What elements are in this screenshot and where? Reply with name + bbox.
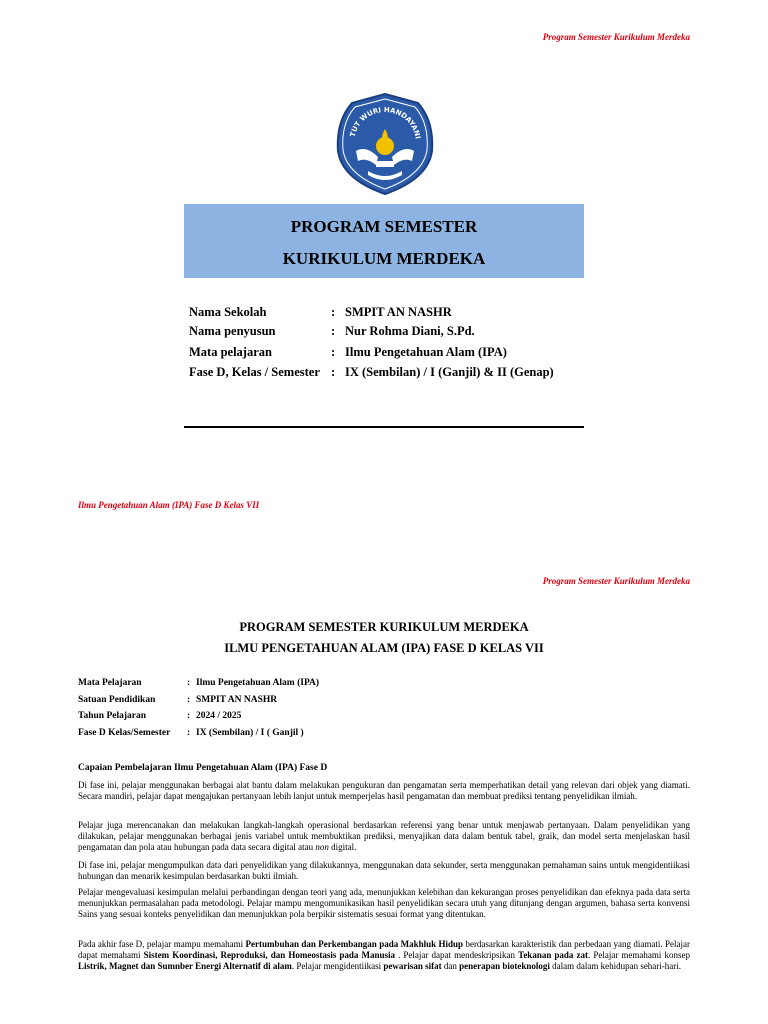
paragraph-5-bold-term: Sistem Koordinasi, Reproduksi, dan Homeostasis pada Manusia — [143, 950, 396, 960]
paragraph-5-text: dalam dalam kehidupan sehari-hari. — [549, 961, 682, 971]
paragraph-5-bold-term: Listrik, Magnet dan Sumnber Energi Alternatif di alam — [78, 961, 292, 971]
info-colon: : — [187, 678, 191, 688]
paragraph-3: Di fase ini, pelajar mengumpulkan data dari penyelidikan yang dilakukannya, menggunakan data sekunder, serta menggunakan pemahaman sains untuk mengidentiikasi hubungan dan menarik kesimpulan berdasarkan bukti ilmiah. — [78, 860, 690, 881]
info-value: SMPIT AN NASHR — [196, 695, 278, 705]
paragraph-5-bold-term: Pertumbuhan dan Perkembangan pada Makhluk Hidup — [245, 939, 464, 949]
info-value: Ilmu Pengetahuan Alam (IPA) — [196, 678, 320, 688]
paragraph-5-text: berdasarkan karakteristik dan perbedaan yang diamati. Pelajar dapat memahami — [78, 939, 690, 960]
info-colon: : — [187, 728, 191, 738]
info-label: Mata pelajaran — [189, 345, 272, 359]
info-label: Fase D Kelas/Semester — [78, 728, 171, 738]
paragraph-1: Di fase ini, pelajar menggunakan berbagai alat bantu dalam melakukan pengukuran dan pengamatan serta memperhatikan detail yang relevan dari objek yang diamati. Secara mandiri, pelajar dapat mengajukan pertanyaan lebih lanjut untuk memperjelas hasil pengamatan dan membuat prediksi tentang penyelidikan ilmiah. — [78, 780, 690, 801]
info-label: Tahun Pelajaran — [78, 711, 147, 721]
svg-text:TUT WURI HANDAYANI: TUT WURI HANDAYANI — [348, 105, 422, 140]
paragraph-5-text: . Pelajar dapat mendeskripsikan — [395, 950, 519, 960]
info-colon: : — [331, 305, 336, 319]
cp-heading: Capaian Pembelajaran Ilmu Pengetahuan Alam (IPA) Fase D — [78, 763, 328, 773]
paragraph-5-text: . Pelajar memahami konsep — [588, 950, 690, 960]
info-label: Fase D, Kelas / Semester — [189, 365, 320, 379]
paragraph-5-text: Pada akhir fase D, pelajar mampu memahami — [78, 939, 246, 949]
info-value: 2024 / 2025 — [196, 711, 242, 721]
paragraph-2 — [78, 820, 690, 853]
info-colon: : — [187, 711, 191, 721]
paragraph-4: Pelajar mengevaluasi kesimpulan melalui perbandingan dengan teori yang ada, menunjukkan kelebihan dan kekurangan proses penyelidikan dan efeknya pada data serta menunjukkan permasalahan pada metodologi. Pelajar mampu mengomunikasikan hasil penyelidikan secara utuh yang ditunjang dengan argumen, bahasa serta konvensi Sains yang sesuai konteks penyelidikan dan menunjukkan pola berpikir sistematis sesuai format yang ditentukan. — [78, 887, 690, 919]
info-value: IX (Sembilan) / I ( Ganjil ) — [196, 728, 304, 738]
page2-header: Program Semester Kurikulum Merdeka — [542, 576, 690, 586]
paragraph-2-text: Pelajar juga merencanakan dan melakukan langkah-langkah operasional berdasarkan referensi yang benar untuk menjawab pertanyaan. Dalam penyelidikan yang dilakukan, pelajar menggunakan berbagai jenis variabel untuk membuktikan prediksi, menyajikan data dalam bentuk tabel, graik, dan model serta menjelaskan hasil pengamatan dan pola atau hubungan pada data secara digital atau — [78, 820, 690, 852]
paragraph-5-bold-term: Tekanan pada zat — [518, 950, 588, 960]
info-colon: : — [187, 695, 191, 705]
tut-wuri-handayani-logo — [332, 91, 438, 197]
page1-footer: Ilmu Pengetahuan Alam (IPA) Fase D Kelas VII — [78, 500, 260, 510]
paragraph-5-text: . Pelajar mengidentiikasi — [291, 961, 384, 971]
paragraph-2-emphasis: non — [315, 842, 329, 852]
divider-line — [184, 426, 584, 428]
page1-title-line1: PROGRAM SEMESTER — [290, 217, 478, 236]
info-value: IX (Sembilan) / I (Ganjil) & II (Genap) — [345, 365, 554, 379]
info-value: SMPIT AN NASHR — [345, 305, 452, 319]
paragraph-5-bold-term: penerapan bioteknologi — [459, 961, 550, 971]
paragraph-5-bold-term: pewarisan sifat — [383, 961, 442, 971]
paragraph-5 — [78, 939, 690, 972]
page2-title-line2: ILMU PENGETAHUAN ALAM (IPA) FASE D KELAS VII — [224, 641, 544, 655]
paragraph-2-end: digital. — [328, 842, 357, 852]
page1-title-line2: KURIKULUM MERDEKA — [282, 249, 486, 268]
info-colon: : — [331, 345, 336, 359]
info-label: Nama Sekolah — [189, 305, 267, 319]
info-colon: : — [331, 365, 336, 379]
info-value: Nur Rohma Diani, S.Pd. — [345, 324, 475, 338]
title-box — [184, 204, 584, 278]
info-label: Satuan Pendidikan — [78, 695, 156, 705]
paragraph-5-text: dan — [441, 961, 460, 971]
info-colon: : — [331, 324, 336, 338]
page2-title-line1: PROGRAM SEMESTER KURIKULUM MERDEKA — [239, 620, 529, 634]
info-value: Ilmu Pengetahuan Alam (IPA) — [345, 345, 507, 359]
page1-header: Program Semester Kurikulum Merdeka — [542, 32, 690, 42]
info-label: Nama penyusun — [189, 324, 276, 338]
info-label: Mata Pelajaran — [78, 678, 142, 688]
